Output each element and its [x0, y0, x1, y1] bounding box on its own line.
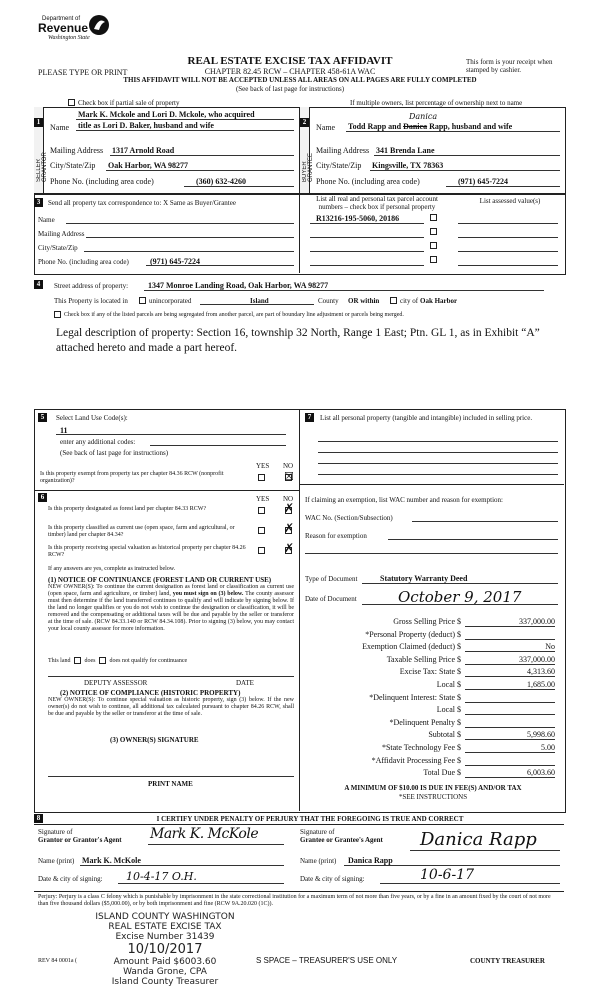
buyer-city-label: City/State/Zip: [316, 161, 362, 170]
stamp-line-2: REAL ESTATE EXCISE TAX: [108, 922, 222, 932]
please-type: PLEASE TYPE OR PRINT: [38, 68, 128, 77]
section-7-badge: 7: [305, 413, 314, 422]
doc-type[interactable]: Statutory Warranty Deed: [380, 574, 468, 583]
financial-row: [305, 693, 555, 703]
exemption-label: If claiming an exemption, list WAC number and reason for exemption:: [305, 496, 503, 504]
grantor-date-label: Date & city of signing:: [38, 875, 103, 883]
financial-label: Local: [436, 705, 455, 715]
instructions-note: (See back of last page for instructions): [235, 85, 345, 93]
seller-side-label: SELLER GRANTOR: [36, 152, 48, 182]
or-within: OR within: [348, 297, 380, 305]
financial-amount[interactable]: [465, 693, 555, 703]
stamp-line-3: Excise Number 31439: [115, 932, 215, 942]
property-city[interactable]: Oak Harbor: [420, 297, 458, 305]
tax-city-label: City/State/Zip: [38, 244, 78, 252]
financial-row: [305, 667, 555, 677]
tax-corr-same[interactable]: X Same as Buyer/Grantee: [163, 199, 236, 207]
dollar-sign: $: [457, 743, 461, 752]
tax-phone[interactable]: (971) 645-7224: [150, 257, 200, 266]
grantee-name[interactable]: Danica Rapp: [348, 856, 393, 865]
perjury-statement: Perjury: Perjury is a class C felony which is punishable by imprisonment in the state correctional institution for a maximum term of not more than five years, or by a fine in an amount fixed by the court of not more than five thousand dollars ($5,000.00), or by both imprisonment and fine (RCW 9A.20.020 (1C)).: [38, 894, 551, 907]
doc-date[interactable]: October 9, 2017: [398, 588, 522, 606]
no-header-5: NO: [283, 462, 294, 470]
partial-sale-label: Check box if partial sale of property: [78, 99, 180, 107]
form-number: REV 84 0001a (: [38, 958, 78, 964]
buyer-phone-label: Phone No. (including area code): [316, 177, 420, 186]
financial-amount[interactable]: 5,998.60: [465, 730, 555, 740]
section-2-badge: 2: [300, 118, 309, 127]
seller-phone-label: Phone No. (including area code): [50, 177, 154, 186]
reason-label: Reason for exemption: [305, 532, 367, 540]
grantee-sig-l2: Grantee or Grantee's Agent: [300, 836, 383, 844]
county-label: County: [318, 297, 339, 305]
financial-label: *Affidavit Processing Fee: [371, 755, 455, 765]
financial-label: Excise Tax: State: [399, 667, 455, 677]
current-use-yes-checkbox[interactable]: [258, 527, 265, 534]
any-yes-note: If any answers are yes, complete as instructed below.: [48, 566, 176, 572]
forest-question: Is this property designated as forest land per chapter 84.33 RCW?: [48, 506, 207, 512]
grantee-sig-label: [300, 828, 383, 844]
notice1-body-b: The county assessor must then determine if the land transferred continues to qualify and will indicate by signing below. If the land no longer qualifies or you do not wish to continue the designation or classification, it will be removed and the compensating or additional taxes will be due and payable by the seller or transferor at the time of sale. (RCW 84.33.140 or RCW 84.34.108). Prior to signing (3) below, you may contact your local county assessor for more information.: [48, 591, 294, 632]
located-label: This Property is located in: [54, 297, 128, 305]
financial-row: [305, 718, 555, 728]
historic-no-check-icon: ✗: [284, 541, 295, 555]
financial-row: [305, 768, 555, 778]
additional-codes-label: enter any additional codes:: [60, 438, 136, 446]
grantor-name-label: Name (print): [38, 857, 75, 865]
logo-dept: Department of: [42, 16, 81, 22]
partial-sale-checkbox[interactable]: [68, 99, 75, 106]
parcel-personal-checkbox-2[interactable]: [430, 228, 437, 235]
financial-amount[interactable]: 5.00: [465, 743, 555, 753]
seller-mailing[interactable]: 1317 Arnold Road: [112, 146, 175, 155]
grantor-name[interactable]: Mark K. McKole: [82, 856, 141, 865]
multiple-owners-note: If multiple owners, list percentage of ownership next to name: [350, 99, 523, 107]
financial-label: *Delinquent Penalty: [389, 717, 455, 727]
grantee-date[interactable]: 10-6-17: [420, 867, 474, 883]
seller-name-line2[interactable]: title as Lori D. Baker, husband and wife: [78, 121, 214, 130]
grantee-signature[interactable]: Danica Rapp: [420, 829, 537, 850]
print-name-label: PRINT NAME: [148, 780, 193, 788]
parcel-personal-checkbox-1[interactable]: [430, 214, 437, 221]
stamp-line-6: Wanda Grone, CPA: [123, 967, 207, 977]
historic-yes-checkbox[interactable]: [258, 547, 265, 554]
logo-state: Washington State: [48, 35, 90, 41]
notice1-body: [48, 584, 294, 633]
stamp-line-4: 10/10/2017: [127, 942, 203, 957]
exempt-question: Is this property exempt from property tax per chapter 84.36 RCW (nonprofit organization)?: [40, 471, 224, 484]
grantee-date-label: Date & city of signing:: [300, 875, 365, 883]
section-4-badge: 4: [34, 280, 43, 289]
buyer-name-handwritten: Danica: [409, 112, 438, 121]
financial-amount[interactable]: 337,000.00: [465, 617, 555, 627]
financial-row: [305, 617, 555, 627]
personal-property-label: List all personal property (tangible and intangible) included in selling price.: [320, 414, 533, 422]
stamp-line-7: Island County Treasurer: [111, 977, 219, 987]
dollar-sign: $: [457, 654, 461, 664]
section-1-badge: 1: [34, 118, 43, 127]
financial-row: [305, 756, 555, 766]
tax-corr-text: Send all property tax correspondence to:: [48, 199, 162, 207]
grantee-sig-l1: Signature of: [300, 828, 335, 836]
financial-label: *Delinquent Interest: State: [369, 692, 455, 702]
dor-emblem-icon: [88, 14, 110, 36]
dollar-sign: $: [457, 617, 461, 626]
parcel-personal-checkbox-4[interactable]: [430, 256, 437, 263]
buyer-name[interactable]: [348, 122, 512, 131]
wac-label: WAC No. (Section/Subsection): [305, 514, 393, 522]
seller-mailing-label: Mailing Address: [50, 146, 104, 155]
segregated-label: Check box if any of the listed parcels are being segregated from another parcel, are part of boundary line adjustment or parcels being merged.: [64, 312, 404, 318]
current-use-question: Is this property classified as current use (open space, farm and agricultural, or timber) land per chapter 84.34?: [48, 525, 235, 538]
grantor-date[interactable]: 10-4-17 O.H.: [126, 870, 197, 883]
financial-label: Taxable Selling Price: [386, 654, 455, 664]
doc-type-label: Type of Document: [305, 575, 358, 583]
yes-header-6: YES: [256, 495, 270, 503]
seller-name-label: Name: [50, 123, 70, 132]
form-subtitle: CHAPTER 82.45 RCW – CHAPTER 458-61A WAC: [204, 67, 376, 76]
financial-label: Gross Selling Price: [393, 617, 455, 626]
dollar-sign: $: [457, 680, 461, 689]
financial-amount[interactable]: 6,003.60: [465, 768, 555, 778]
min-fee-note: A MINIMUM OF $10.00 IS DUE IN FEE(S) AND/OR TAX: [344, 784, 522, 792]
financial-amount[interactable]: [465, 630, 555, 640]
grantor-sig-label: [38, 828, 122, 844]
financial-amount[interactable]: [465, 718, 555, 728]
financial-amount[interactable]: 337,000.00: [465, 655, 555, 665]
financial-row: [305, 743, 555, 753]
financial-row: [305, 655, 555, 665]
certify-statement: I CERTIFY UNDER PENALTY OF PERJURY THAT THE FOREGOING IS TRUE AND CORRECT: [156, 815, 464, 823]
land-use-see-back: (See back of last page for instructions): [60, 449, 169, 457]
notice2-body: NEW OWNER(S): To continue special valuation as historic property, sign (3) below. If the new owner(s) do not wish to continue, all additional tax calculated pursuant to chapter 84.26 RCW, shall be due and payable by the seller or transferor at the time of sale.: [48, 697, 294, 717]
financial-row: [305, 705, 555, 715]
seller-city[interactable]: Oak Harbor, WA 98277: [108, 161, 189, 170]
financial-row: [305, 642, 555, 652]
buyer-name-struck: Danica: [403, 122, 428, 131]
buyer-phone[interactable]: (971) 645-7224: [458, 177, 508, 186]
notice1-sign: you must sign on (3) below.: [172, 591, 244, 597]
seller-city-label: City/State/Zip: [50, 161, 96, 170]
dollar-sign: $: [457, 692, 461, 702]
financial-amount[interactable]: No: [465, 642, 555, 652]
land-use-code[interactable]: 11: [60, 426, 68, 435]
city-of-label: city of: [400, 297, 419, 305]
current-use-no-check-icon: ✗: [284, 521, 295, 535]
dollar-sign: $: [457, 642, 461, 652]
seller-phone[interactable]: (360) 632-4260: [196, 177, 246, 186]
historic-question: Is this property receiving special valuation as historical property per chapter 84.26 RCW?: [48, 545, 246, 558]
segregated-checkbox[interactable]: [54, 311, 61, 318]
financial-label: *State Technology Fee: [381, 743, 455, 752]
buyer-name-pre: Todd Rapp and: [348, 122, 402, 131]
county-receipt-stamp: [70, 912, 260, 987]
financial-label: Total Due: [423, 768, 455, 778]
street-address[interactable]: 1347 Monroe Landing Road, Oak Harbor, WA 98277: [148, 281, 329, 290]
see-instructions-note: *SEE INSTRUCTIONS: [398, 793, 468, 801]
financial-amount[interactable]: 4,313.60: [465, 667, 555, 677]
treasurer-use-only: S SPACE – TREASURER'S USE ONLY: [256, 956, 398, 965]
dollar-sign: $: [457, 717, 461, 727]
notice2-title: (2) NOTICE OF COMPLIANCE (HISTORIC PROPERTY): [60, 689, 241, 697]
forest-no-check-icon: ✗: [284, 501, 295, 515]
unincorporated-label: unincorporated: [149, 297, 192, 305]
grantee-name-label: Name (print): [300, 857, 337, 865]
land-use-label: Select Land Use Code(s):: [56, 414, 128, 422]
parcel-number[interactable]: R13216-195-5060, 20186: [316, 214, 400, 223]
dollar-sign: $: [457, 705, 461, 715]
financial-amount[interactable]: [465, 756, 555, 766]
owner-signature-label: (3) OWNER(S) SIGNATURE: [110, 736, 199, 744]
legal-description: Legal description of property: Section 16, township 32 North, Range 1 East; Ptn. GL 1, as in Exhibit “A” attached hereto and made a part hereof.: [56, 327, 540, 354]
assessed-header: List assessed value(s): [479, 197, 541, 205]
notice1-body-a: NEW OWNER(S): To continue the current designation as forest land or classification as current use (open space, farm and agriculture, or timber) land,: [48, 584, 294, 597]
tax-phone-label: Phone No. (including area code): [38, 258, 129, 266]
financial-amount[interactable]: 1,685.00: [465, 680, 555, 690]
yes-header-5: YES: [256, 462, 270, 470]
dollar-sign: $: [457, 768, 461, 778]
grantor-sig-l2: Grantor or Grantor's Agent: [38, 836, 122, 844]
dor-logo: [38, 14, 110, 50]
deputy-date-label: DATE: [236, 679, 254, 687]
buyer-city[interactable]: Kingsville, TX 78363: [372, 161, 444, 170]
doc-date-label: Date of Document: [305, 595, 357, 603]
section-8-badge: 8: [34, 814, 43, 823]
deputy-assessor-label: DEPUTY ASSESSOR: [84, 679, 148, 687]
form-title: REAL ESTATE EXCISE TAX AFFIDAVIT: [187, 55, 393, 67]
does-not-checkbox[interactable]: [99, 657, 106, 664]
grantor-sig-l1: Signature of: [38, 828, 73, 836]
stamp-line-1: ISLAND COUNTY WASHINGTON: [95, 912, 235, 922]
financial-label: Exemption Claimed (deduct): [362, 642, 455, 652]
does-not-label: does not qualify for continuance: [109, 657, 188, 664]
street-label: Street address of property:: [54, 282, 129, 290]
financial-label: Local: [436, 680, 455, 689]
receipt-note: This form is your receipt when stamped by cashier.: [466, 58, 553, 74]
financial-row: [305, 680, 555, 690]
dollar-sign: $: [457, 730, 461, 740]
seller-name-line1[interactable]: Mark K. Mckole and Lori D. Mckole, who acquired: [78, 110, 255, 119]
dollar-sign: $: [457, 667, 461, 677]
financial-label: *Personal Property (deduct): [365, 629, 455, 639]
financial-row: [305, 730, 555, 740]
buyer-mailing[interactable]: 341 Brenda Lane: [376, 146, 435, 155]
exempt-yes-checkbox[interactable]: [258, 474, 265, 481]
unincorporated-checkbox[interactable]: [139, 297, 146, 304]
financial-label: Subtotal: [428, 730, 455, 740]
parcel-header: List all real and personal tax parcel account numbers – check box if personal property: [316, 195, 438, 211]
section-5-badge: 5: [38, 413, 47, 422]
county-treasurer-label: COUNTY TREASURER: [470, 957, 545, 965]
no-header-6: NO: [283, 495, 294, 503]
section-3-badge: 3: [34, 198, 43, 207]
city-checkbox[interactable]: [390, 297, 397, 304]
form-warning: THIS AFFIDAVIT WILL NOT BE ACCEPTED UNLESS ALL AREAS ON ALL PAGES ARE FULLY COMPLETED: [123, 76, 477, 84]
exempt-no-check-icon: ☒: [284, 470, 294, 483]
section-6-badge: 6: [38, 493, 47, 502]
does-label: does: [84, 657, 96, 664]
logo-revenue: Revenue: [38, 21, 89, 35]
dollar-sign: $: [457, 755, 461, 765]
tax-mailing-label: Mailing Address: [38, 230, 85, 238]
buyer-side-label: BUYER GRANTEE: [302, 152, 314, 182]
parcel-personal-checkbox-3[interactable]: [430, 242, 437, 249]
does-checkbox[interactable]: [74, 657, 81, 664]
land-does-label: This land: [48, 657, 71, 664]
dollar-sign: $: [457, 629, 461, 639]
county-name[interactable]: Island: [250, 297, 269, 305]
notice1-title: (1) NOTICE OF CONTINUANCE (FOREST LAND OR CURRENT USE): [48, 576, 272, 584]
tax-corr-label: [48, 199, 236, 207]
financial-amount[interactable]: [465, 705, 555, 715]
financial-row: [305, 630, 555, 640]
buyer-name-post: Rapp, husband and wife: [429, 122, 513, 131]
forest-yes-checkbox[interactable]: [258, 507, 265, 514]
grantor-signature[interactable]: Mark K. McKole: [150, 826, 259, 842]
tax-name-label: Name: [38, 216, 55, 224]
land-qualify-row: [48, 657, 187, 665]
buyer-name-label: Name: [316, 123, 336, 132]
buyer-mailing-label: Mailing Address: [316, 146, 370, 155]
stamp-line-5: Amount Paid $6003.60: [113, 957, 217, 967]
